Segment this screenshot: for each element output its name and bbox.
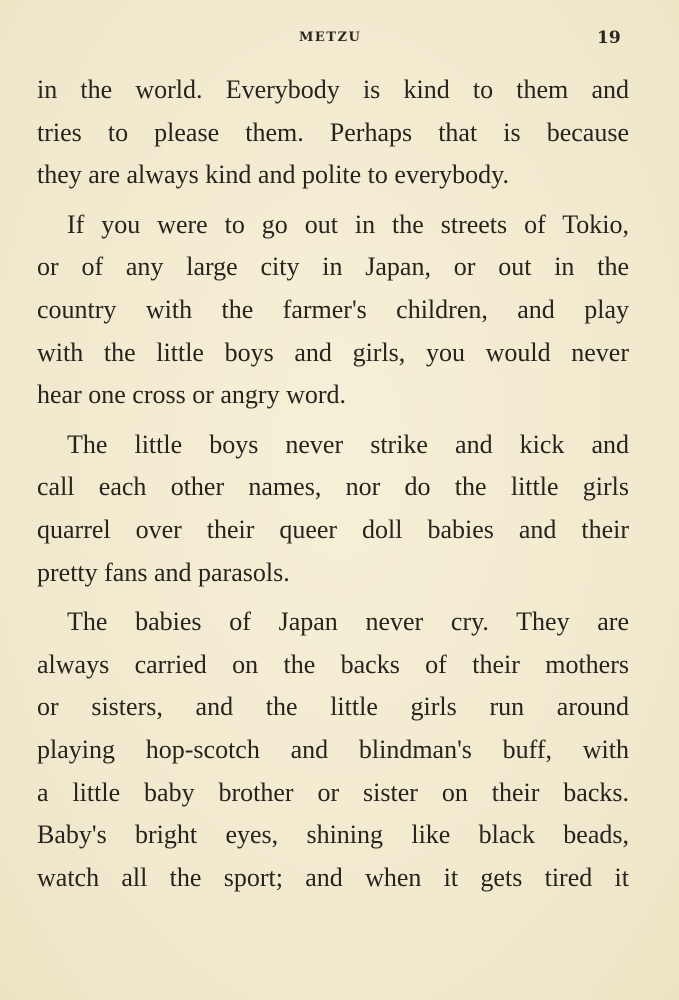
text-line: country with the farmer's children, and play: [37, 294, 629, 324]
text-line: or sisters, and the little girls run around: [37, 692, 629, 722]
text-line: hear one cross or angry word.: [37, 380, 347, 410]
running-head: [0, 30, 679, 50]
paragraph: [37, 601, 629, 899]
text-line: they are always kind and polite to everybody.: [37, 160, 509, 190]
text-line: call each other names, nor do the little girls: [37, 472, 629, 502]
text-line: in the world. Everybody is kind to them and: [37, 75, 629, 104]
body-text: [37, 69, 629, 906]
text-line: or of any large city in Japan, or out in the: [37, 252, 629, 282]
paragraph: [37, 69, 629, 197]
text-line: quarrel over their queer doll babies and their: [37, 514, 629, 544]
text-line: always carried on the backs of their mothers: [37, 649, 629, 679]
text-line: The little boys never strike and kick and: [67, 429, 629, 459]
running-title: METZU: [299, 30, 362, 45]
text-line: tries to please them. Perhaps that is because: [37, 117, 629, 147]
page-number: 19: [597, 28, 621, 48]
text-line: watch all the sport; and when it gets tired it: [37, 862, 629, 892]
text-line: pretty fans and parasols.: [37, 557, 290, 587]
paragraph: [37, 204, 629, 417]
paragraph: [37, 424, 629, 594]
text-line: playing hop-scotch and blindman's buff, with: [37, 734, 629, 764]
text-line: Baby's bright eyes, shining like black beads,: [37, 820, 629, 850]
text-line: a little baby brother or sister on their backs.: [37, 777, 629, 807]
text-line: The babies of Japan never cry. They are: [67, 607, 629, 637]
text-line: with the little boys and girls, you would never: [37, 337, 629, 367]
text-line: If you were to go out in the streets of Tokio,: [67, 209, 629, 239]
